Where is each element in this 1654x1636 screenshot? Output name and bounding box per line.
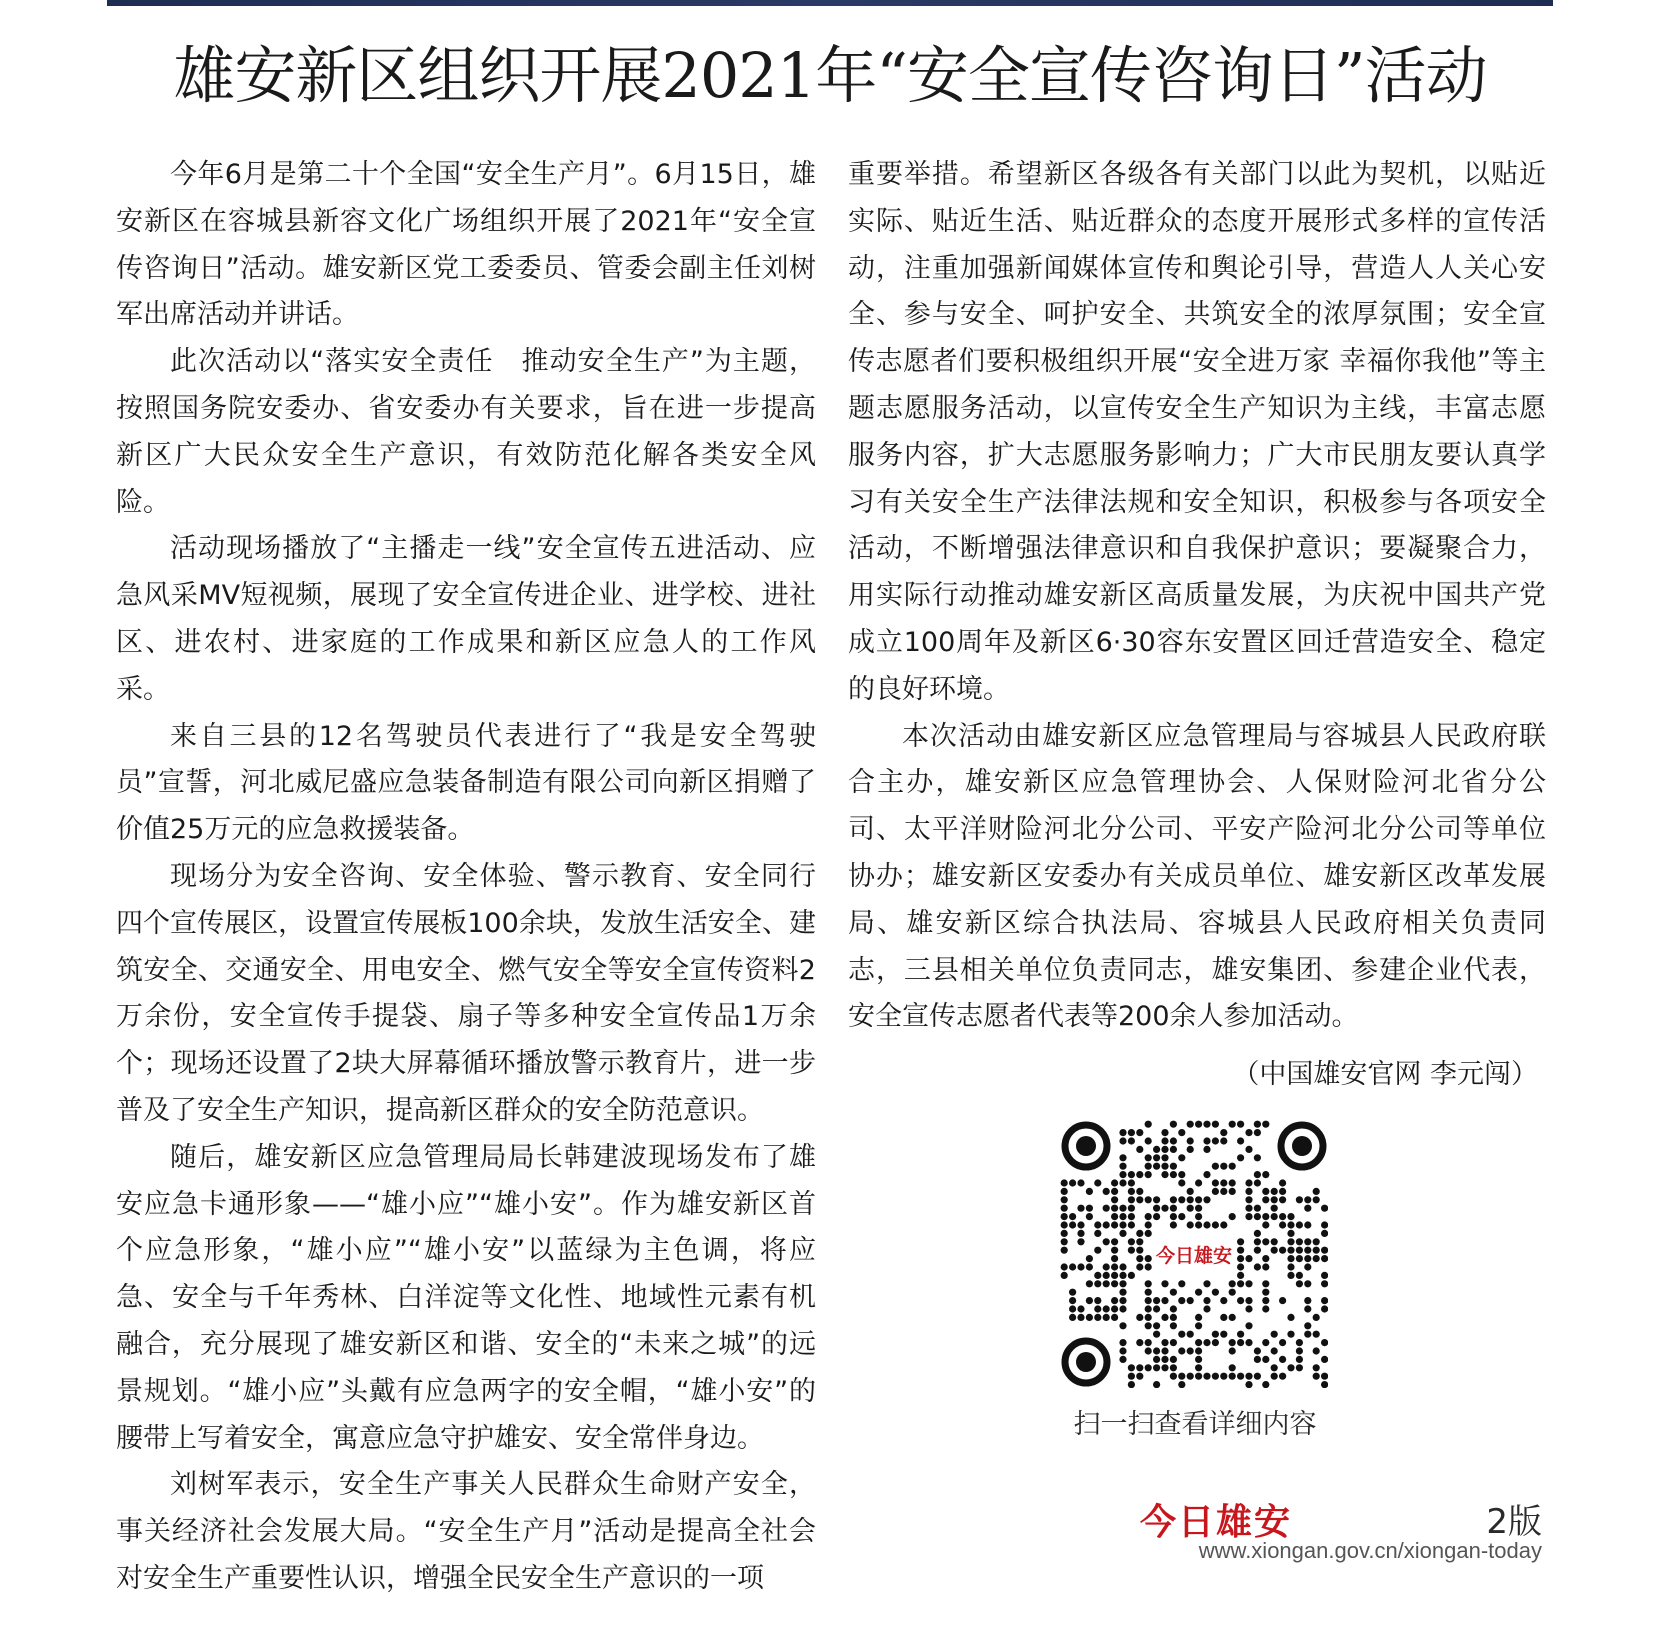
right-column	[848, 152, 1546, 1041]
paragraph: 刘树军表示，安全生产事关人民群众生命财产安全，事关经济社会发展大局。“安全生产月”活动是提高全社会对安全生产重要性认识，增强全民安全生产意识的一项	[116, 1469, 816, 1594]
paragraph: 来自三县的12名驾驶员代表进行了“我是安全驾驶员”宣誓，河北威尼盛应急装备制造有限公司向新区捐赠了价值25万元的应急救援装备。	[116, 720, 816, 846]
page-number: 2版	[1486, 1502, 1542, 1542]
article-headline: 雄安新区组织开展2021年“安全宣传咨询日”活动	[173, 39, 1487, 112]
site-url[interactable]: www.xiongan.gov.cn/xiongan-today	[1198, 1538, 1542, 1563]
paragraph: 本次活动由雄安新区应急管理局与容城县人民政府联合主办，雄安新区应急管理协会、人保财险河北省分公司、太平洋财险河北分公司、平安产险河北分公司等单位协办；雄安新区安委办有关成员单位、雄安新区改革发展局、雄安新区综合执法局、容城县人民政府相关负责同志，三县相关单位负责同志，雄安集团、参建企业代表，安全宣传志愿者代表等200余人参加活动。	[848, 720, 1546, 1033]
article-source: （中国雄安官网 李元闯）	[1232, 1059, 1538, 1090]
qr-caption: 扫一扫查看详细内容	[1073, 1409, 1317, 1440]
paragraph: 活动现场播放了“主播走一线”安全宣传五进活动、应急风采MV短视频，展现了安全宣传进企业、进学校、进社区、进农村、进家庭的工作成果和新区应急人的工作风采。	[116, 533, 816, 705]
qr-code[interactable]	[1060, 1120, 1328, 1388]
paragraph-continuation: 重要举措。希望新区各级各有关部门以此为契机，以贴近实际、贴近生活、贴近群众的态度开展形式多样的宣传活动，注重加强新闻媒体宣传和舆论引导，营造人人关心安全、参与安全、呵护安全、共筑安全的浓厚氛围；安全宣传志愿者们要积极组织开展“安全进万家 幸福你我他”等主题志愿服务活动，以宣传安全生产知识为主线，丰富志愿服务内容，扩大志愿服务影响力；广大市民朋友要认真学习有关安全生产法律法规和安全知识，积极参与各项安全活动，不断增强法律意识和自我保护意识；要凝聚合力，用实际行动推动雄安新区高质量发展，为庆祝中国共产党成立100周年及新区6·30容东安置区回迁营造安全、稳定的良好环境。	[848, 159, 1546, 705]
left-column	[116, 152, 816, 1603]
paragraph: 今年6月是第二十个全国“安全生产月”。6月15日，雄安新区在容城县新容文化广场组织开展了2021年“安全宣传咨询日”活动。雄安新区党工委委员、管委会副主任刘树军出席活动并讲话。	[116, 159, 816, 331]
qr-center-label: 今日雄安	[1155, 1245, 1233, 1267]
paragraph: 现场分为安全咨询、安全体验、警示教育、安全同行四个宣传展区，设置宣传展板100余块，发放生活安全、建筑安全、交通安全、用电安全、燃气安全等安全宣传资料2万余份，安全宣传手提袋、扇子等多种安全宣传品1万余个；现场还设置了2块大屏幕循环播放警示教育片，进一步普及了安全生产知识，提高新区群众的安全防范意识。	[116, 860, 816, 1126]
paragraph: 随后，雄安新区应急管理局局长韩建波现场发布了雄安应急卡通形象——“雄小应”“雄小安”。作为雄安新区首个应急形象，“雄小应”“雄小安”以蓝绿为主色调，将应急、安全与千年秀林、白洋淀等文化性、地域性元素有机融合，充分展现了雄安新区和谐、安全的“未来之城”的远景规划。“雄小应”头戴有应急两字的安全帽，“雄小安”的腰带上写着安全，寓意应急守护雄安、安全常伴身边。	[116, 1141, 816, 1454]
brand-logo: 今日雄安	[1140, 1501, 1293, 1543]
paragraph: 此次活动以“落实安全责任 推动安全生产”为主题，按照国务院安委办、省安委办有关要求，旨在进一步提高新区广大民众安全生产意识，有效防范化解各类安全风险。	[116, 346, 816, 518]
top-rule	[107, 0, 1553, 6]
